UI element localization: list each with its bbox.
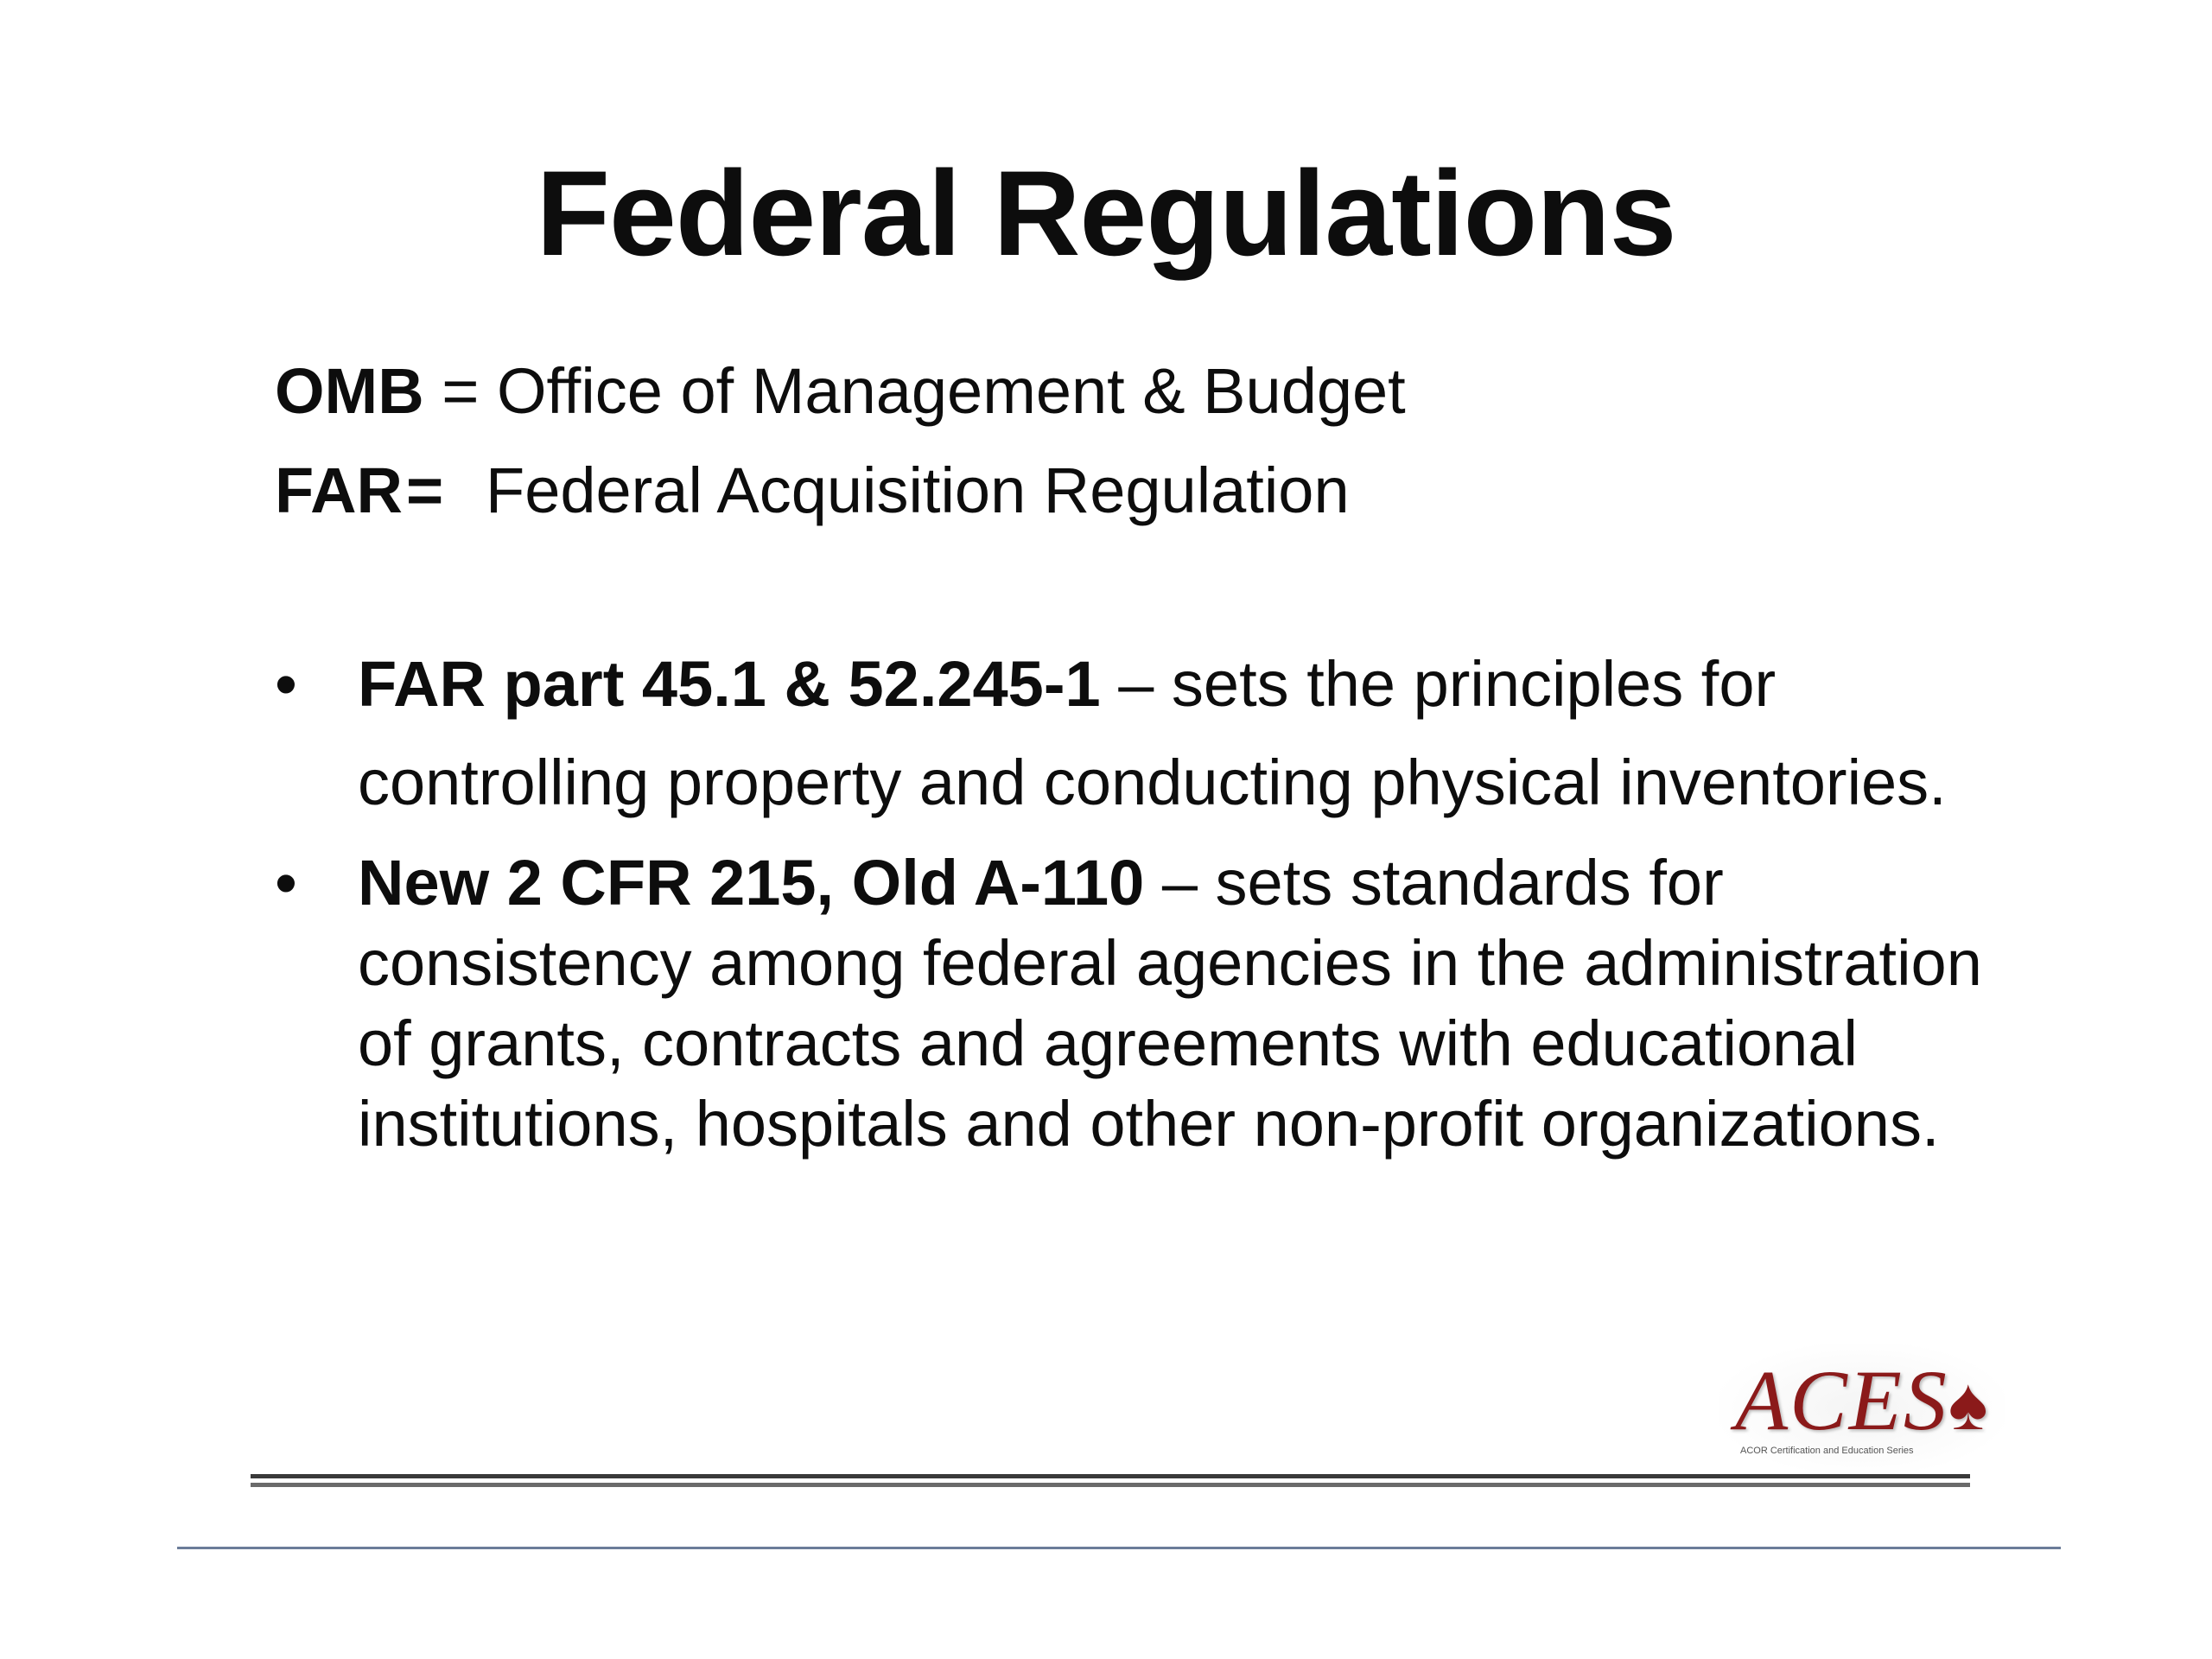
bullet-text: – sets standards for consistency among federal agencies in the administration of grants, contracts and agreements with educational institutions, hospitals and other non-profit organizations. [358,847,1982,1160]
definitions [275,341,1406,540]
spade-icon: ♠ [1948,1363,1990,1446]
definition-abbr: OMB [275,355,424,427]
bullet-term: New 2 CFR 215, Old A-110 [358,847,1145,918]
definition-sep: = [406,454,444,526]
logo-text: ACES [1735,1352,1948,1448]
bullet-text: – sets the principles for controlling property and conducting physical inventories. [358,648,1947,818]
divider-line [251,1474,1970,1478]
definition-abbr: FAR [275,454,403,526]
definition-sep: = [423,355,497,427]
bullet-marker: • [275,847,297,918]
definition-omb [275,341,1406,441]
definition-far [275,441,1406,540]
bullet-list [275,635,2003,1164]
slide-title: Federal Regulations [536,145,1676,281]
divider-line [251,1483,1970,1487]
bullet-marker: • [275,648,297,720]
definition-meaning: Office of Management & Budget [497,355,1406,427]
aces-logo [1719,1344,2005,1473]
bottom-divider [177,1547,2061,1549]
logo-tagline: ACOR Certification and Education Series [1740,1446,1914,1456]
bullet-item [275,635,2003,832]
definition-meaning: Federal Acquisition Regulation [486,454,1350,526]
logo-mark [1735,1351,1990,1450]
bullet-item [275,842,2003,1164]
bullet-term: FAR part 45.1 & 52.245-1 [358,648,1101,720]
double-divider [251,1474,1970,1488]
